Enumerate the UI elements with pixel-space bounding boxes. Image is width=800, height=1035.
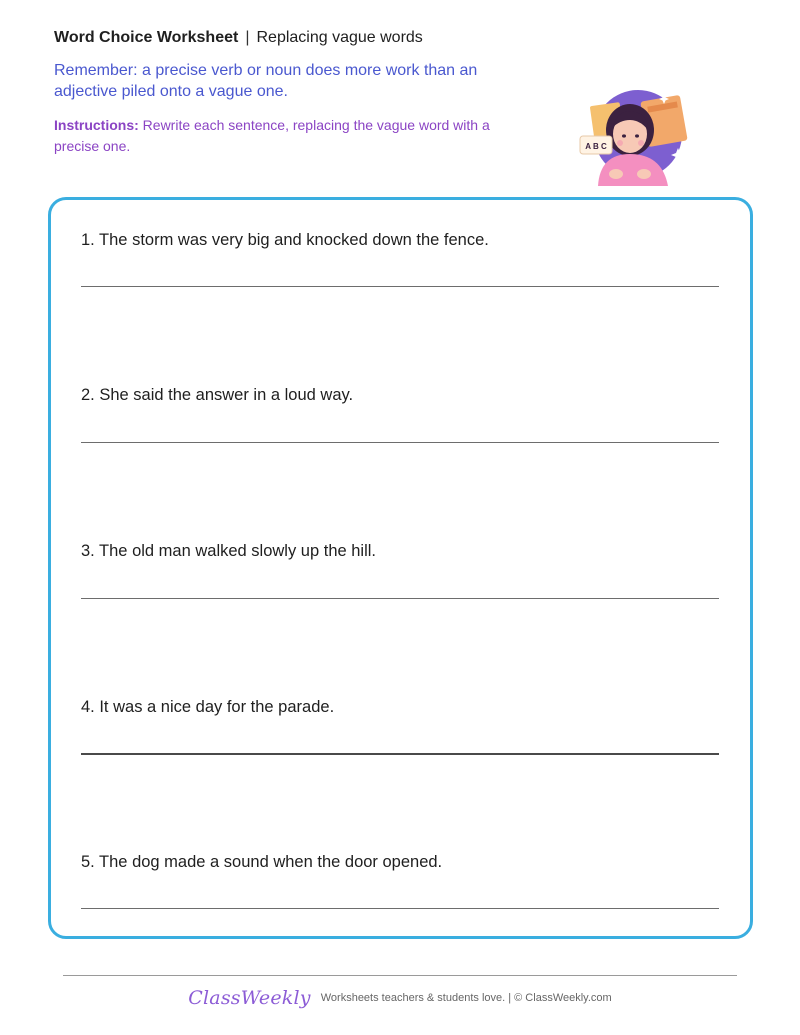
- question-text: 2. She said the answer in a loud way.: [81, 386, 354, 404]
- question-text: 5. The dog made a sound when the door opened.: [81, 853, 443, 871]
- remember-note: Remember: a precise verb or noun does more work than an adjective piled onto a vague one.: [54, 62, 478, 100]
- question-3: [81, 541, 721, 561]
- question-5: [81, 852, 721, 872]
- worksheet-header: [54, 28, 574, 157]
- answer-line[interactable]: [81, 286, 719, 287]
- abc-card-text: A B C: [585, 142, 607, 151]
- footer-divider: [63, 975, 737, 976]
- instructions-label: Instructions:: [54, 117, 139, 133]
- question-text: 3. The old man walked slowly up the hill.: [81, 542, 377, 560]
- instructions-text: Rewrite each sentence, replacing the vague word with a precise one.: [54, 117, 490, 154]
- question-text: 4. It was a nice day for the parade.: [81, 698, 335, 716]
- answer-line[interactable]: [81, 908, 719, 909]
- exercise-panel: [48, 197, 753, 939]
- question-text: 1. The storm was very big and knocked down the fence.: [81, 231, 489, 249]
- question-2: [81, 385, 721, 405]
- answer-line[interactable]: [81, 598, 719, 599]
- title-separator: |: [245, 29, 250, 46]
- question-4: [81, 697, 721, 717]
- instructions: [54, 115, 534, 157]
- title-line: [54, 28, 574, 48]
- girl-studying-icon: [578, 90, 698, 186]
- answer-line[interactable]: [81, 442, 719, 443]
- girl-studying-illustration: [578, 90, 698, 186]
- question-1: [81, 230, 721, 250]
- worksheet-title: Word Choice Worksheet: [54, 29, 239, 46]
- footer-tagline: Worksheets teachers & students love. | © ClassWeekly.com: [320, 992, 612, 1004]
- brand-logo[interactable]: ClassWeekly: [188, 987, 311, 1009]
- footer: [0, 987, 800, 1009]
- worksheet-subtitle: Replacing vague words: [256, 29, 423, 46]
- answer-line[interactable]: [81, 753, 719, 755]
